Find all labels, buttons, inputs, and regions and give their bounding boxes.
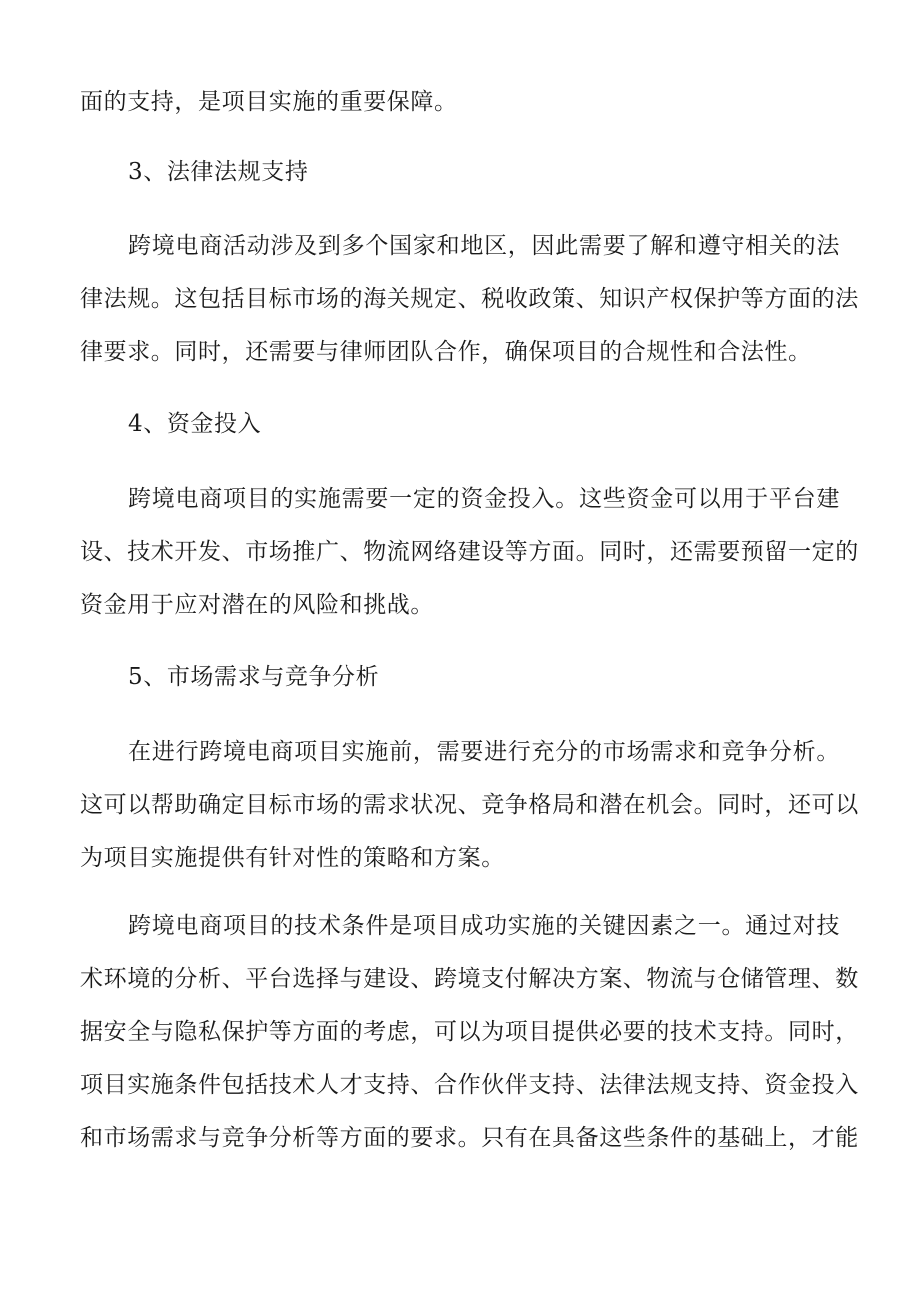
paragraph-summary-line-5: 和市场需求与竞争分析等方面的要求。只有在具备这些条件的基础上，才能 <box>80 1125 859 1151</box>
paragraph-funding-line-3: 资金用于应对潜在的风险和挑战。 <box>80 592 434 618</box>
paragraph-legal-line-1: 跨境电商活动涉及到多个国家和地区，因此需要了解和遵守相关的法 <box>128 233 840 259</box>
paragraph-funding-line-2: 设、技术开发、市场推广、物流网络建设等方面。同时，还需要预留一定的 <box>80 539 859 565</box>
paragraph-legal-line-3: 律要求。同时，还需要与律师团队合作，确保项目的合规性和合法性。 <box>80 339 812 365</box>
paragraph-summary-line-4: 项目实施条件包括技术人才支持、合作伙伴支持、法律法规支持、资金投入 <box>80 1072 859 1098</box>
paragraph-continuation-line: 面的支持，是项目实施的重要保障。 <box>80 89 458 115</box>
paragraph-market-line-3: 为项目实施提供有针对性的策略和方案。 <box>80 845 505 871</box>
section-heading-legal-support: 3、法律法规支持 <box>128 159 309 185</box>
section-heading-market-analysis: 5、市场需求与竞争分析 <box>128 664 380 690</box>
section-heading-funding: 4、资金投入 <box>128 411 262 437</box>
paragraph-funding-line-1: 跨境电商项目的实施需要一定的资金投入。这些资金可以用于平台建 <box>128 486 840 512</box>
paragraph-market-line-2: 这可以帮助确定目标市场的需求状况、竞争格局和潜在机会。同时，还可以 <box>80 792 859 818</box>
paragraph-legal-line-2: 律法规。这包括目标市场的海关规定、税收政策、知识产权保护等方面的法 <box>80 286 859 312</box>
paragraph-summary-line-1: 跨境电商项目的技术条件是项目成功实施的关键因素之一。通过对技 <box>128 913 840 939</box>
paragraph-summary-line-2: 术环境的分析、平台选择与建设、跨境支付解决方案、物流与仓储管理、数 <box>80 966 859 992</box>
paragraph-summary-line-3: 据安全与隐私保护等方面的考虑，可以为项目提供必要的技术支持。同时， <box>80 1019 859 1045</box>
paragraph-market-line-1: 在进行跨境电商项目实施前，需要进行充分的市场需求和竞争分析。 <box>128 739 840 765</box>
